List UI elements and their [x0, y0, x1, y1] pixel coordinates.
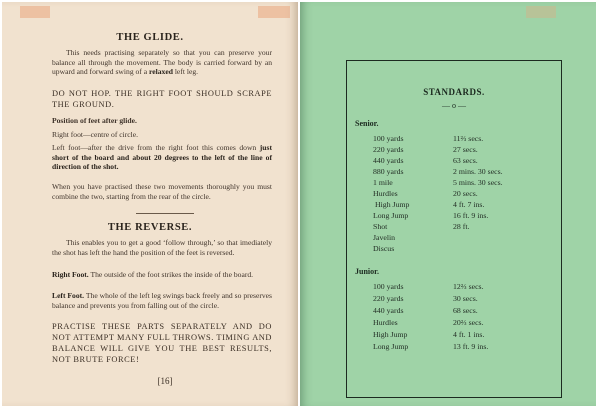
- title-separator: — o —: [442, 101, 466, 110]
- standards-title: STANDARDS.: [423, 87, 485, 97]
- event-name: High Jump: [375, 200, 410, 209]
- table-row: [347, 134, 561, 145]
- event-name: 440 yards: [373, 156, 404, 165]
- tape-strip: [526, 6, 556, 18]
- event-name: 100 yards: [373, 282, 404, 291]
- event-name: 1 mile: [373, 178, 393, 187]
- event-name: 220 yards: [373, 145, 404, 154]
- event-name: Hurdles: [373, 318, 398, 327]
- no-hop-warning: DO NOT HOP. THE RIGHT FOOT SHOULD SCRAPE THE GROUND.: [52, 89, 272, 109]
- page-number: [16]: [157, 376, 173, 386]
- standard-value: 68 secs.: [453, 306, 478, 315]
- standard-value: 28 ft.: [453, 222, 470, 231]
- standard-value: 27 secs.: [453, 145, 478, 154]
- standard-value: 4 ft. 1 ins.: [453, 330, 485, 339]
- table-row: [347, 294, 561, 305]
- standard-value: 4 ft. 7 ins.: [453, 200, 485, 209]
- position-heading: Position of feet after glide.: [52, 116, 137, 125]
- standard-value: 13 ft. 9 ins.: [453, 342, 489, 351]
- table-row: [347, 178, 561, 189]
- closing-advice: PRACTISE THESE PARTS SEPARATELY AND DO NOT ATTEMPT MANY FULL THROWS. TIMING AND BALANCE WILL GIVE YOU THE BEST RESULTS, NOT BRUTE FORCE!: [52, 322, 272, 364]
- standard-value: 11⅔ secs.: [453, 134, 484, 143]
- standard-value: 2 mins. 30 secs.: [453, 167, 503, 176]
- left-foot-position: Left foot—after the drive from the right foot this comes down just short of the board and about 20 degrees to the left of the line of direction of the shot.: [52, 143, 272, 172]
- section-divider: [136, 213, 194, 214]
- reverse-right-foot: Right Foot. The outside of the foot strikes the inside of the board.: [52, 270, 254, 279]
- reverse-intro: This enables you to get a good ‘follow through,’ so that imediately the shot has left the hand the position of the feet is reversed.: [52, 238, 272, 257]
- table-row: [347, 211, 561, 222]
- table-row: [347, 330, 561, 341]
- event-name: Long Jump: [373, 342, 409, 351]
- table-row: [347, 167, 561, 178]
- event-name: Hurdles: [373, 189, 398, 198]
- event-name: High Jump: [373, 330, 408, 339]
- event-name: 100 yards: [373, 134, 404, 143]
- standards-table: [346, 60, 562, 398]
- standard-value: 20⅔ secs.: [453, 318, 484, 327]
- table-row: [347, 342, 561, 353]
- table-row: [347, 156, 561, 167]
- tape-strip: [258, 6, 290, 18]
- table-row: [347, 145, 561, 156]
- table-row: [347, 244, 561, 255]
- standard-value: 16 ft. 9 ins.: [453, 211, 489, 220]
- glide-intro: This needs practising separately so that you can preserve your balance all through the movement. The body is carried forward by an upward and forward swing of a relaxed left leg.: [52, 48, 272, 77]
- standard-value: 30 secs.: [453, 294, 478, 303]
- event-name: 440 yards: [373, 306, 404, 315]
- tape-strip: [20, 6, 50, 18]
- combine-note: When you have practised these two movements thoroughly you must combine the two, starting from the rear of the circle.: [52, 182, 272, 201]
- event-name: 220 yards: [373, 294, 404, 303]
- table-row: [347, 306, 561, 317]
- standard-value: 63 secs.: [453, 156, 478, 165]
- table-row: [347, 189, 561, 200]
- event-name: Javelin: [373, 233, 396, 242]
- table-row: [347, 282, 561, 293]
- junior-label: Junior.: [355, 267, 379, 276]
- table-row: [347, 318, 561, 329]
- standard-value: 5 mins. 30 secs.: [453, 178, 503, 187]
- table-row: [347, 222, 561, 233]
- table-row: [347, 233, 561, 244]
- standard-value: 20 secs.: [453, 189, 478, 198]
- glide-heading: THE GLIDE.: [116, 32, 184, 43]
- standard-value: 12⅔ secs.: [453, 282, 484, 291]
- table-row: [347, 200, 561, 211]
- right-page: [300, 2, 596, 406]
- senior-label: Senior.: [355, 119, 379, 128]
- event-name: Long Jump: [373, 211, 409, 220]
- event-name: Shot: [373, 222, 388, 231]
- right-foot-position: Right foot—centre of circle.: [52, 130, 139, 139]
- event-name: Discus: [373, 244, 395, 253]
- reverse-left-foot: Left Foot. The whole of the left leg swings back freely and so preserves balance and prevents you from falling out of the circle.: [52, 291, 272, 310]
- reverse-heading: THE REVERSE.: [107, 222, 193, 233]
- left-page: [2, 2, 298, 406]
- event-name: 880 yards: [373, 167, 404, 176]
